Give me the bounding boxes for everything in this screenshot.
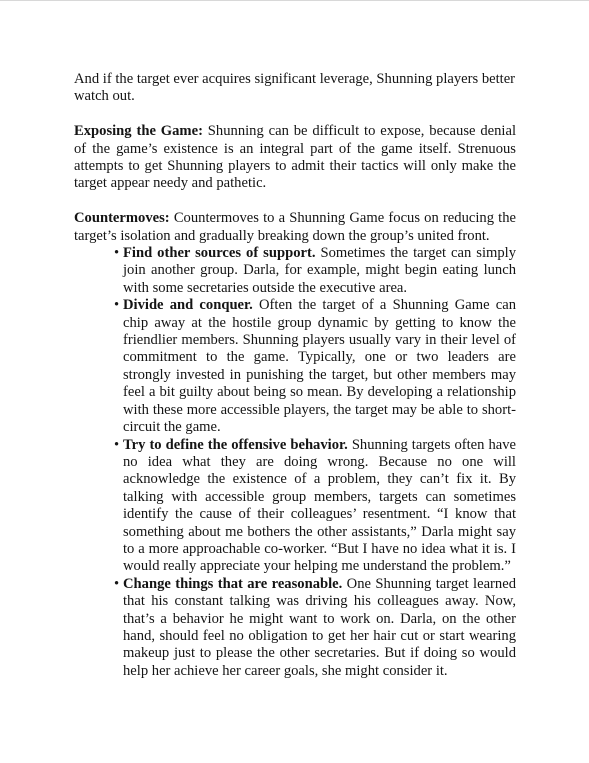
list-item — [107, 245, 516, 297]
list-item-title: Divide and conquer. — [123, 297, 253, 314]
intro-paragraph — [74, 71, 516, 106]
list-item — [107, 576, 516, 680]
exposing-heading: Exposing the Game: — [74, 123, 203, 140]
countermoves-heading: Countermoves: — [74, 210, 170, 227]
exposing-paragraph — [74, 123, 516, 193]
bullet-glyph: • — [114, 436, 120, 453]
list-item-text: One Shunning target learned that his constant talking was driving his colleagues away. Now, that’s a behavior he might want to work on. Darla, on the other hand, should feel no obligation to get her hair cut or start wearing makeup just to please the other secretaries. But if doing so would help her achieve her career goals, she might consider it. — [123, 575, 516, 679]
list-item — [107, 437, 516, 576]
intro-text: And if the target ever acquires significant leverage, Shunning players better watch out. — [74, 71, 516, 105]
list-item — [107, 297, 516, 436]
countermoves-paragraph — [74, 210, 516, 245]
list-item-title: Try to define the offensive behavior. — [123, 436, 348, 453]
countermoves-text: Countermoves to a Shunning Game focus on reducing the target’s isolation and gradually breaking down the group’s united front. — [74, 210, 516, 244]
list-item-text: Often the target of a Shunning Game can chip away at the hostile group dynamic by getting to know the friendlier members. Shunning players usually vary in their level of commitment to the game. Typically, one or two leaders are strongly invested in punishing the target, but other members may feel a bit guilty about being so mean. By developing a relationship with these more accessible players, the target may be able to short-circuit the game. — [123, 297, 516, 436]
list-item-text: Shunning targets often have no idea what they are doing wrong. Because no one will acknowledge the existence of a problem, they can’t fix it. By talking with accessible group members, targets can sometimes identify the cause of their colleagues’ resentment. “I know that something about me bothers the other assistants,” Darla might say to a more approachable co-worker. “But I have no idea what it is. I would really appreciate your helping me understand the problem.” — [123, 436, 516, 575]
bullet-glyph: • — [114, 575, 120, 592]
list-item-title: Find other sources of support. — [123, 245, 316, 262]
bullet-glyph: • — [114, 297, 120, 314]
list-item-text: Sometimes the target can simply join another group. Darla, for example, might begin eating lunch with some secretaries outside the executive area. — [123, 245, 516, 296]
page-content — [74, 71, 516, 680]
countermoves-list — [107, 245, 516, 680]
list-item-title: Change things that are reasonable. — [123, 575, 343, 592]
exposing-text: Shunning can be difficult to expose, because denial of the game’s existence is an integral part of the game itself. Strenuous attempts to get Shunning players to admit their tactics will only make the target appear needy and pathetic. — [74, 123, 517, 192]
bullet-glyph: • — [114, 245, 120, 262]
